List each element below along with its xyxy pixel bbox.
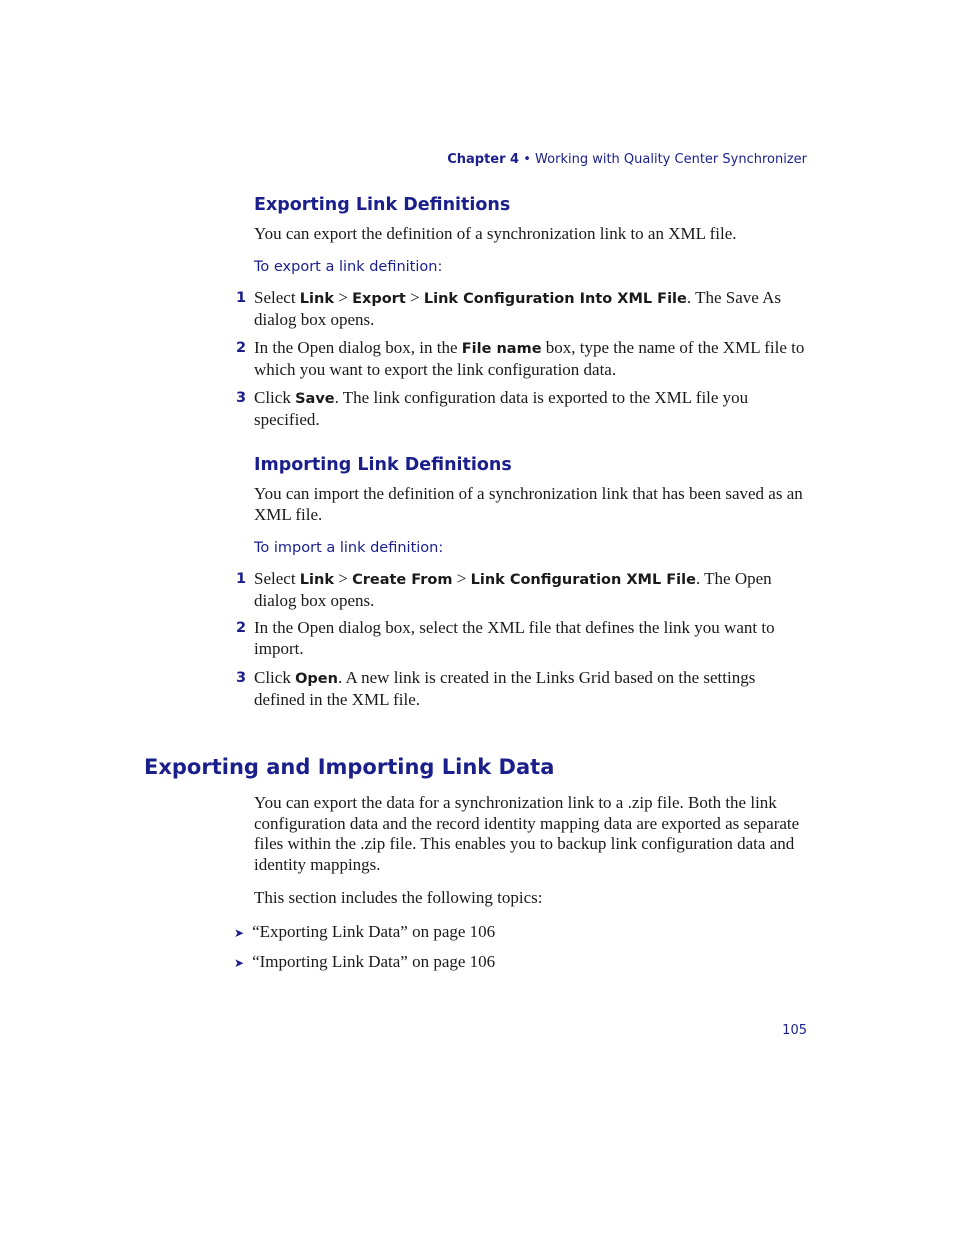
import-step-3: 3 Click Open. A new link is created in the Links Grid based on the settings defined in the XML file. bbox=[236, 668, 756, 709]
menu-export: Export bbox=[352, 291, 406, 307]
menu-link-config-xml: Link Configuration XML File bbox=[470, 572, 696, 588]
menu-link: Link bbox=[299, 572, 334, 588]
export-step-2: 2 In the Open dialog box, in the File name box, type the name of the XML file to which you want to export the link configuration data. bbox=[236, 338, 805, 379]
import-definitions-heading: Importing Link Definitions bbox=[254, 455, 512, 475]
arrow-bullet-icon: ➤ bbox=[234, 956, 245, 970]
import-procedure-title: To import a link definition: bbox=[254, 540, 444, 556]
import-step-2: 2 In the Open dialog box, select the XML file that defines the link you want to import. bbox=[236, 618, 775, 658]
chapter-title: Working with Quality Center Synchronizer bbox=[535, 152, 807, 167]
export-definitions-intro: You can export the definition of a synchronization link to an XML file. bbox=[254, 224, 737, 243]
arrow-bullet-icon: ➤ bbox=[234, 926, 245, 940]
export-step-1: 1 Select Link > Export > Link Configuration Into XML File. The Save As dialog box opens. bbox=[236, 288, 781, 329]
export-procedure-title: To export a link definition: bbox=[254, 259, 443, 275]
file-name-label: File name bbox=[461, 341, 542, 357]
link-data-intro: You can export the data for a synchronization link to a .zip file. Both the link configuration data and the record identity mapping data are exported as separate files within the .zip file. This enables you to backup link configuration data and identity mappings. bbox=[254, 793, 800, 874]
topic-link-exporting[interactable]: ➤ “Exporting Link Data” on page 106 bbox=[234, 922, 496, 941]
open-label: Open bbox=[295, 671, 338, 687]
export-step-3: 3 Click Save. The link configuration data is exported to the XML file you specified. bbox=[236, 388, 749, 429]
link-data-heading: Exporting and Importing Link Data bbox=[144, 755, 555, 779]
export-definitions-heading: Exporting Link Definitions bbox=[254, 195, 511, 215]
import-step-1: 1 Select Link > Create From > Link Configuration XML File. The Open dialog box opens. bbox=[236, 569, 772, 610]
step-number: 3 bbox=[236, 670, 247, 686]
step-number: 3 bbox=[236, 390, 247, 406]
save-label: Save bbox=[295, 391, 335, 407]
topics-intro: This section includes the following topics: bbox=[254, 888, 543, 907]
header-separator: • bbox=[519, 152, 536, 167]
step-number: 1 bbox=[236, 571, 247, 587]
menu-link: Link bbox=[299, 291, 334, 307]
import-definitions-intro: You can import the definition of a synchronization link that has been saved as an XML file. bbox=[254, 484, 803, 524]
chapter-label: Chapter 4 bbox=[447, 152, 520, 167]
page-number: 105 bbox=[782, 1023, 807, 1038]
step-number: 2 bbox=[236, 620, 247, 636]
menu-create-from: Create From bbox=[352, 572, 453, 588]
menu-link-config-into-xml: Link Configuration Into XML File bbox=[423, 291, 687, 307]
step-number: 1 bbox=[236, 290, 247, 306]
step-number: 2 bbox=[236, 340, 247, 356]
running-header bbox=[447, 152, 807, 167]
topic-link-importing[interactable]: ➤ “Importing Link Data” on page 106 bbox=[234, 952, 496, 971]
